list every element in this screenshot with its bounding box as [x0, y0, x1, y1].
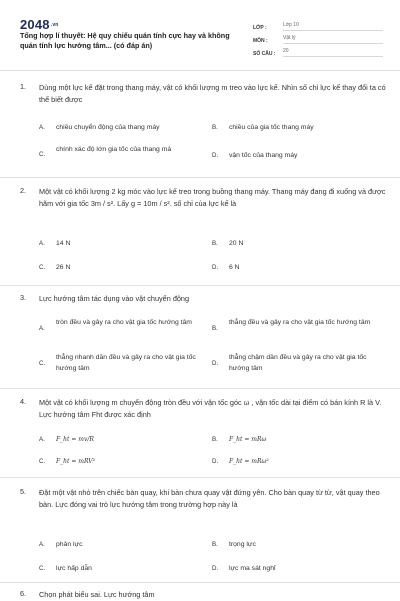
option-letter: B.: [212, 325, 218, 332]
meta-count-row: [253, 44, 383, 57]
option-text: chiều chuyển động của thang máy: [56, 124, 160, 131]
option-formula: F_ht = mv/R: [56, 436, 94, 443]
option-text: trọng lực: [229, 541, 256, 548]
question-text: Chọn phát biểu sai. Lực hướng tâm: [39, 590, 155, 599]
question-number: 5.: [20, 487, 27, 496]
option-letter: D.: [212, 360, 219, 367]
option-text: tròn đều và gây ra cho vật gia tốc hướng tâm: [56, 319, 192, 326]
question-divider: [0, 177, 400, 178]
option-text: thẳng chậm dần đều và gây ra cho vật gia tốc hướng tâm: [229, 354, 367, 372]
question-number: 2.: [20, 186, 27, 195]
option-letter: D.: [212, 264, 219, 271]
question-text: Một vật có khối lượng 2 kg móc vào lực kế treo trong buồng thang máy. Thang máy đang đi xuống và được hãm với gia tốc 3m / s². Lấy g = 10m / s². số chỉ của lực kế là: [39, 187, 386, 208]
logo-main: 2048: [20, 17, 50, 32]
meta-subject-value: Vật lý: [283, 33, 383, 44]
option-text: chiều của gia tốc thang máy: [229, 124, 314, 131]
option-letter: C.: [39, 151, 46, 158]
option-letter: B.: [212, 124, 218, 131]
option-letter: B.: [212, 436, 218, 443]
option-text: 20 N: [229, 240, 244, 247]
meta-subject-label: MÔN :: [253, 38, 268, 44]
meta-grade-row: [253, 18, 383, 31]
option-text: 6 N: [229, 264, 240, 271]
option-text: 14 N: [56, 240, 71, 247]
question-divider: [0, 477, 400, 478]
option-letter: B.: [212, 541, 218, 548]
worksheet-meta: [253, 18, 383, 57]
option-text: lực hấp dẫn: [56, 565, 92, 572]
option-formula: F_ht = mRω: [229, 436, 267, 443]
option-letter: A.: [39, 124, 45, 131]
header-divider: [0, 70, 400, 71]
option-text: lực ma sát nghỉ: [229, 565, 276, 572]
question-text: Lực hướng tâm tác dụng vào vật chuyển động: [39, 294, 190, 303]
site-logo[interactable]: [20, 17, 59, 32]
meta-subject-row: [253, 31, 383, 44]
option-letter: A.: [39, 325, 45, 332]
question-divider: [0, 388, 400, 389]
option-letter: C.: [39, 264, 46, 271]
meta-grade-value: Lớp 10: [283, 20, 383, 31]
option-letter: A.: [39, 541, 45, 548]
option-letter: A.: [39, 240, 45, 247]
option-letter: B.: [212, 240, 218, 247]
option-letter: D.: [212, 458, 219, 465]
logo-suffix: .vn: [50, 22, 59, 28]
question-text: Dùng một lực kế đặt trong thang máy, vật có khối lượng m treo vào lực kế. Nhìn số chỉ lực kế thay đổi ta có thể biết được: [39, 83, 386, 104]
option-text: thẳng đều và gây ra cho vật gia tốc hướng tâm: [229, 319, 371, 326]
question-number: 1.: [20, 82, 27, 91]
option-letter: C.: [39, 360, 46, 367]
worksheet-title: Tổng hợp lí thuyết: Hệ quy chiếu quán tính cực hay và không quán tính lực hướng tâm... (có đáp án): [20, 31, 230, 50]
question-number: 6.: [20, 589, 27, 598]
option-text: 26 N: [56, 264, 71, 271]
option-letter: C.: [39, 565, 46, 572]
option-text: phản lực: [56, 541, 83, 548]
question-number: 4.: [20, 397, 27, 406]
option-letter: C.: [39, 458, 46, 465]
question-text: Đặt một vật nhỏ trên chiếc bàn quay, khi bàn chưa quay vật đứng yên. Cho bàn quay từ từ, vật quay theo bàn. Lực đóng vai trò lực hướng tâm trong trường hợp này là: [39, 488, 380, 509]
option-formula: F_ht = mRV²: [56, 458, 96, 465]
option-text: thẳng nhanh dần đều và gây ra cho vật gia tốc hướng tâm: [56, 354, 196, 372]
question-number: 3.: [20, 293, 27, 302]
option-text: chính xác độ lớn gia tốc của thang má: [56, 146, 172, 153]
question-divider: [0, 582, 400, 583]
question-text: Một vật có khối lượng m chuyển động tròn đều với vận tốc góc ω , vận tốc dài tại điểm có bán kính R là V. Lực hướng tâm Fht được xác định: [39, 398, 382, 419]
option-letter: D.: [212, 152, 219, 159]
meta-grade-label: LỚP :: [253, 25, 267, 31]
meta-count-value: 20: [283, 46, 383, 57]
question-divider: [0, 285, 400, 286]
meta-count-label: SỐ CÂU :: [253, 51, 276, 57]
option-letter: A.: [39, 436, 45, 443]
option-formula: F_ht = mRω²: [229, 458, 269, 465]
option-text: vận tốc của thang máy: [229, 152, 298, 159]
option-letter: D.: [212, 565, 219, 572]
